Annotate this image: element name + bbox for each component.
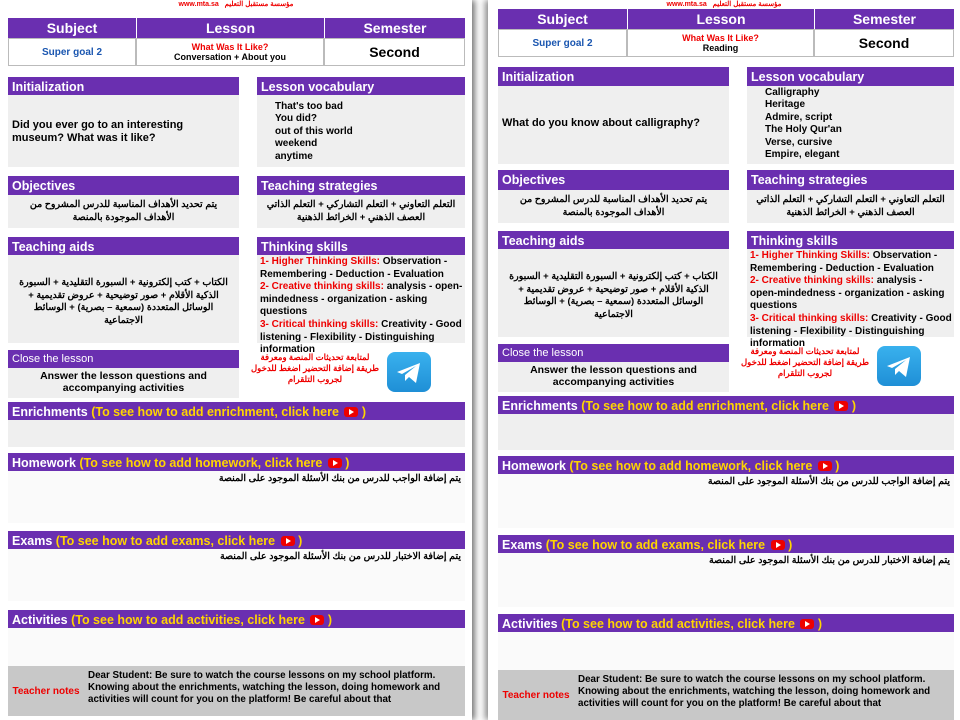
homework-link[interactable]: (To see how to add homework, click here — [79, 456, 323, 470]
enrichments-content — [8, 420, 465, 447]
teaching-aids-text: الكتاب + كتب إلكترونية + السبورة التقليدية + السبورة الذكية الأقلام + صور توضيحية + عروض تقديمية + الوسائل المتعددة (سمعية – بصرية) + الوسائط الاجتماعية — [498, 249, 729, 337]
activities-paren: ) — [817, 617, 823, 631]
lesson-title: What Was It Like? — [191, 42, 269, 52]
teacher-notes-label: Teacher notes — [502, 689, 570, 701]
thinking-skills-text — [747, 249, 954, 350]
lesson-cell — [627, 29, 814, 57]
semester-value: Second — [369, 44, 420, 60]
semester-cell — [814, 29, 954, 57]
enrichments-link[interactable]: (To see how to add enrichment, click here — [581, 399, 829, 413]
critical-skills-label: 3- Critical thinking skills: — [750, 312, 869, 324]
homework-header — [8, 453, 465, 471]
lesson-cell — [136, 38, 324, 66]
enrichments-paren: ) — [361, 405, 367, 419]
teaching-aids-text: الكتاب + كتب إلكترونية + السبورة التقليدية + السبورة الذكية الأقلام + صور توضيحية + عروض تقديمية + الوسائل المتعددة (سمعية – بصرية) + الوسائط الاجتماعية — [8, 255, 239, 343]
telegram-icon[interactable] — [387, 352, 431, 392]
activities-content — [498, 632, 954, 670]
exams-text: يتم إضافة الاختبار للدرس من بنك الأسئلة الموجود على المنصة — [708, 555, 950, 566]
youtube-icon[interactable] — [281, 536, 295, 546]
telegram-promo-text: لمتابعة تحديثات المنصة ومعرفة طريقة إضافة التحضير اضغط للدخول لجروب التلقرام — [251, 352, 379, 384]
close-lesson-header: Close the lesson — [498, 344, 729, 362]
activities-content — [8, 628, 465, 666]
homework-header — [498, 456, 954, 474]
lesson-subtitle: Conversation + About you — [174, 52, 286, 62]
vocab-item: anytime — [275, 150, 313, 162]
enrichments-title: Enrichments — [12, 405, 88, 419]
homework-paren: ) — [345, 456, 350, 470]
youtube-icon[interactable] — [818, 461, 832, 471]
vocabulary-list — [747, 86, 954, 164]
teacher-notes-text: Dear Student: Be sure to watch the course lessons on my school platform. Knowing about the enrichments, watching the lesson, doing homework and activities will count for you on the platform! Be careful about that — [88, 670, 441, 706]
top-url — [0, 0, 472, 8]
homework-link[interactable]: (To see how to add homework, click here — [569, 459, 813, 473]
objectives-text: يتم تحديد الأهداف المناسبة للدرس المشروح من الأهداف الموجودة بالمنصة — [498, 190, 729, 223]
creative-skills-text: analysis - open-mindedness - organization - asking questions — [750, 275, 945, 312]
teacher-notes-label: Teacher notes — [12, 685, 80, 697]
homework-paren: ) — [835, 459, 840, 473]
initialization-header: Initialization — [8, 77, 239, 95]
exams-header — [498, 535, 954, 553]
initialization-text: Did you ever go to an interesting museum? What was it like? — [8, 95, 239, 167]
thinking-skills-text — [257, 255, 465, 356]
creative-skills-label: 2- Creative thinking skills: — [260, 281, 384, 293]
top-brand-text: مؤسسة مستقبل التعليم — [712, 1, 782, 8]
critical-skills-text: Creativity - Good listening - Flexibility - Distinguishing information — [260, 318, 462, 356]
subject-value: Super goal 2 — [532, 37, 593, 49]
thinking-skills-header: Thinking skills — [747, 231, 954, 249]
homework-title: Homework — [502, 459, 566, 473]
youtube-icon[interactable] — [771, 540, 785, 550]
lesson-plan-page-1 — [0, 0, 472, 720]
activities-header — [8, 610, 465, 628]
youtube-icon[interactable] — [328, 458, 342, 468]
semester-cell — [324, 38, 465, 66]
semester-header: Semester — [814, 9, 954, 29]
initialization-text: What do you know about calligraphy? — [498, 86, 729, 164]
top-url-text: www.mta.sa — [666, 1, 707, 8]
teacher-notes-row — [8, 666, 465, 716]
homework-text: يتم إضافة الواجب للدرس من بنك الأسئلة الموجود على المنصة — [218, 473, 461, 484]
subject-header: Subject — [498, 9, 627, 29]
enrichments-header — [8, 402, 465, 420]
youtube-icon[interactable] — [310, 615, 324, 625]
vocab-item: out of this world — [275, 125, 353, 137]
exams-link[interactable]: (To see how to add exams, click here — [55, 534, 276, 548]
higher-skills-text: Observation - Remembering - Deduction - Evaluation — [260, 256, 448, 280]
youtube-icon[interactable] — [344, 407, 358, 417]
enrichments-title: Enrichments — [502, 399, 578, 413]
exams-title: Exams — [502, 538, 543, 552]
objectives-text: يتم تحديد الأهداف المناسبة للدرس المشروح من الأهداف الموجودة بالمنصة — [8, 195, 239, 228]
strategies-header: Teaching strategies — [747, 170, 954, 190]
higher-skills-label: 1- Higher Thinking Skills: — [260, 256, 381, 267]
close-lesson-header: Close the lesson — [8, 350, 239, 368]
activities-title: Activities — [12, 613, 68, 627]
vocab-item: Heritage — [765, 99, 806, 111]
creative-skills-text: analysis - open-mindedness - organization - asking questions — [260, 281, 463, 318]
semester-value: Second — [858, 35, 910, 51]
strategies-text: التعلم التعاوني + التعلم التشاركي + التعلم الذاتي العصف الذهني + الخرائط الذهنية — [747, 190, 954, 223]
lesson-header: Lesson — [136, 18, 324, 38]
vocab-item: Verse, cursive — [765, 136, 833, 148]
homework-text: يتم إضافة الواجب للدرس من بنك الأسئلة الموجود على المنصة — [707, 476, 950, 487]
vocab-item: You did? — [275, 113, 318, 125]
vocab-item: weekend — [275, 138, 318, 150]
subject-header: Subject — [8, 18, 136, 38]
semester-header: Semester — [324, 18, 465, 38]
thinking-skills-header: Thinking skills — [257, 237, 465, 255]
subject-value: Super goal 2 — [41, 46, 102, 58]
vocab-item: That's too bad — [275, 101, 343, 112]
activities-title: Activities — [502, 617, 558, 631]
top-url — [488, 0, 960, 8]
vocab-item: Admire, script — [765, 111, 833, 123]
strategies-text: التعلم التعاوني + التعلم التشاركي + التعلم الذاتي العصف الذهني + الخرائط الذهنية — [257, 195, 465, 228]
exams-text: يتم إضافة الاختبار للدرس من بنك الأسئلة الموجود على المنصة — [219, 551, 461, 562]
lesson-subtitle: Reading — [702, 43, 739, 53]
vocab-item: Calligraphy — [765, 87, 820, 98]
enrichments-paren: ) — [851, 399, 857, 413]
higher-skills-text: Observation - Remembering - Deduction - Evaluation — [750, 250, 938, 274]
lesson-plan-page-2 — [488, 0, 960, 720]
youtube-icon[interactable] — [834, 401, 848, 411]
vocabulary-header: Lesson vocabulary — [257, 77, 465, 95]
creative-skills-label: 2- Creative thinking skills: — [750, 275, 874, 287]
vocab-item: The Holy Qur'an — [765, 124, 842, 136]
vocabulary-header: Lesson vocabulary — [747, 67, 954, 86]
youtube-icon[interactable] — [800, 619, 814, 629]
teacher-notes-text: Dear Student: Be sure to watch the course lessons on my school platform. Knowing about the enrichments, watching the lesson, doing homework and activities will count for you on the platform! Be careful about that — [578, 674, 931, 710]
exams-paren: ) — [298, 534, 303, 548]
exams-paren: ) — [788, 538, 793, 552]
strategies-header: Teaching strategies — [257, 176, 465, 195]
enrichments-content — [498, 414, 954, 450]
activities-link[interactable]: (To see how to add activities, click here — [561, 617, 795, 631]
teaching-aids-header: Teaching aids — [8, 237, 239, 255]
lesson-header: Lesson — [627, 9, 814, 29]
activities-paren: ) — [327, 613, 333, 627]
higher-skills-label: 1- Higher Thinking Skills: — [750, 250, 871, 261]
teacher-notes-row — [498, 670, 954, 720]
enrichments-link[interactable]: (To see how to add enrichment, click here — [91, 405, 339, 419]
critical-skills-text: Creativity - Good listening - Flexibility - Distinguishing information — [750, 312, 952, 350]
close-lesson-text: Answer the lesson questions and accompanying activities — [8, 368, 239, 398]
close-lesson-text: Answer the lesson questions and accompanying activities — [498, 362, 729, 392]
vocabulary-list — [257, 95, 465, 167]
vocab-item: Empire, elegant — [765, 149, 840, 161]
exams-content — [498, 553, 954, 607]
enrichments-header — [498, 396, 954, 414]
activities-link[interactable]: (To see how to add activities, click here — [71, 613, 305, 627]
objectives-header: Objectives — [8, 176, 239, 195]
exams-link[interactable]: (To see how to add exams, click here — [545, 538, 766, 552]
initialization-header: Initialization — [498, 67, 729, 86]
homework-content — [498, 474, 954, 528]
subject-cell — [498, 29, 627, 57]
telegram-promo-text: لمتابعة تحديثات المنصة ومعرفة طريقة إضافة التحضير اضغط للدخول لجروب التلقرام — [741, 346, 869, 378]
exams-title: Exams — [12, 534, 53, 548]
exams-content — [8, 549, 465, 601]
exams-header — [8, 531, 465, 549]
homework-title: Homework — [12, 456, 76, 470]
top-brand-text: مؤسسة مستقبل التعليم — [224, 1, 294, 8]
top-url-text: www.mta.sa — [178, 1, 219, 8]
subject-cell — [8, 38, 136, 66]
teaching-aids-header: Teaching aids — [498, 231, 729, 249]
telegram-icon[interactable] — [877, 346, 921, 386]
activities-header — [498, 614, 954, 632]
lesson-title: What Was It Like? — [682, 33, 759, 43]
objectives-header: Objectives — [498, 170, 729, 190]
homework-content — [8, 471, 465, 523]
critical-skills-label: 3- Critical thinking skills: — [260, 318, 379, 330]
